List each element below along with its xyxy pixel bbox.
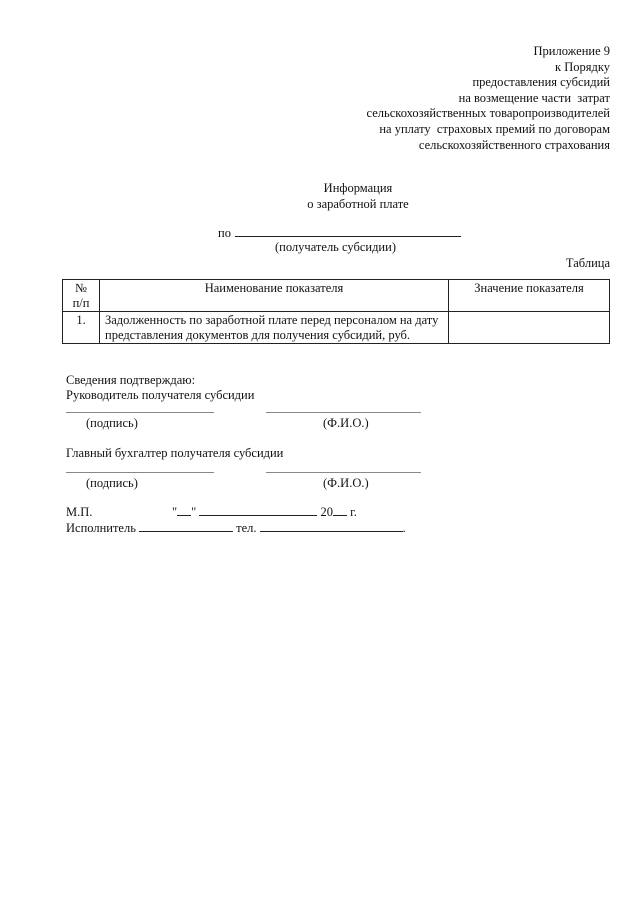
accountant-name-line xyxy=(266,472,421,473)
appendix-line: на возмещение части затрат xyxy=(458,90,610,105)
month-blank xyxy=(199,505,317,516)
row-num: 1. xyxy=(63,312,100,344)
head-label: Руководитель получателя субсидии xyxy=(66,388,255,402)
row-value xyxy=(449,312,610,344)
phone-label: тел. xyxy=(236,521,257,535)
executor-label: Исполнитель xyxy=(66,521,136,535)
accountant-label: Главный бухгалтер получателя субсидии xyxy=(66,446,284,460)
appendix-line: Приложение 9 xyxy=(533,44,610,58)
day-blank xyxy=(177,505,191,516)
header-value: Значение показателя xyxy=(449,280,610,312)
appendix-line: предоставления субсидий xyxy=(472,75,610,90)
row-name: Задолженность по заработной плате перед персоналом на дату представления документов для получения субсидий, руб. xyxy=(100,312,449,344)
table-header-row xyxy=(63,280,610,312)
date-line xyxy=(172,505,357,520)
info-table xyxy=(62,279,610,344)
table-row xyxy=(63,312,610,344)
executor-line xyxy=(66,521,406,536)
year-blank xyxy=(333,505,347,516)
appendix-header xyxy=(367,44,610,153)
appendix-line: на уплату страховых премий по договорам xyxy=(379,121,610,136)
head-name-line xyxy=(266,412,421,413)
executor-end: . xyxy=(402,521,406,535)
recipient-blank xyxy=(235,226,461,237)
date-quote-close: " xyxy=(191,505,197,519)
appendix-line: сельскохозяйственного страхования xyxy=(418,137,610,152)
recipient-caption: (получатель субсидии) xyxy=(275,240,396,254)
year-prefix: 20 xyxy=(320,505,333,519)
confirm-text: Сведения подтверждаю: xyxy=(66,373,196,387)
head-name-caption: (Ф.И.О.) xyxy=(323,416,369,430)
head-signature-line xyxy=(66,412,214,413)
appendix-line: сельскохозяйственных товаропроизводителей xyxy=(366,106,610,121)
seal-placeholder: М.П. xyxy=(66,505,93,519)
header-num: № п/п xyxy=(63,280,100,312)
document-title xyxy=(0,180,640,212)
header-name: Наименование показателя xyxy=(100,280,449,312)
date-quote-open: " xyxy=(172,505,178,519)
phone-blank xyxy=(260,521,403,532)
accountant-signature-caption: (подпись) xyxy=(86,476,138,490)
executor-blank xyxy=(139,521,233,532)
title-line-1: Информация xyxy=(323,181,393,195)
title-line-2: о заработной плате xyxy=(307,197,409,211)
head-signature-caption: (подпись) xyxy=(86,416,138,430)
appendix-line: к Порядку xyxy=(555,59,610,74)
recipient-line xyxy=(218,226,461,241)
recipient-prefix: по xyxy=(218,226,231,240)
year-suffix: г. xyxy=(346,505,357,519)
table-label: Таблица xyxy=(565,256,610,270)
accountant-signature-line xyxy=(66,472,214,473)
confirmation-block xyxy=(66,373,254,403)
accountant-name-caption: (Ф.И.О.) xyxy=(323,476,369,490)
